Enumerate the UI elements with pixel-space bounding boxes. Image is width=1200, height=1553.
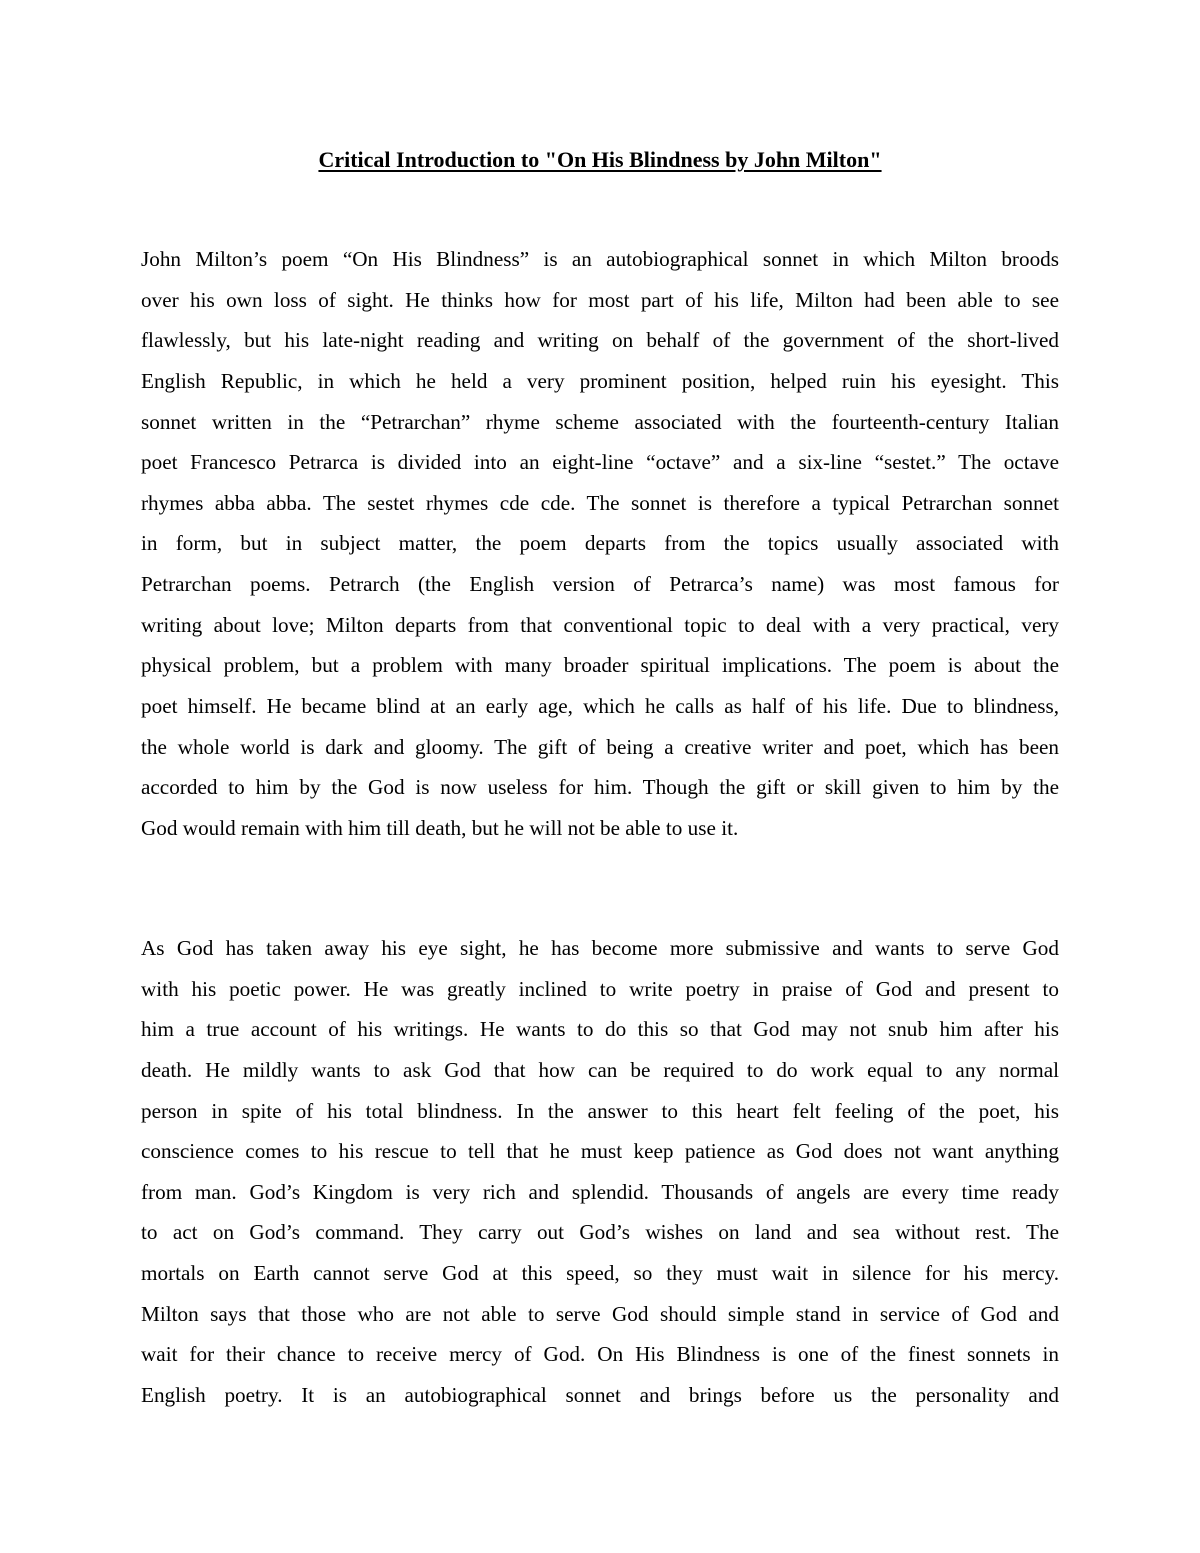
text-line: writing about love; Milton departs from that conventional topic to deal with a very practical, very <box>141 612 1059 637</box>
text-line: As God has taken away his eye sight, he has become more submissive and wants to serve God <box>141 936 1059 960</box>
text-line: flawlessly, but his late-night reading and writing on behalf of the government of the short-lived <box>141 328 1059 353</box>
text-line: God would remain with him till death, but he will not be able to use it. <box>141 815 739 840</box>
text-line: mortals on Earth cannot serve God at this speed, so they must wait in silence for his mercy. <box>141 1261 1059 1286</box>
paragraph-2 <box>141 928 1059 1416</box>
text-line: John Milton’s poem “On His Blindness” is an autobiographical sonnet in which Milton broods <box>141 247 1059 271</box>
text-line: English Republic, in which he held a very prominent position, helped ruin his eyesight. This <box>141 368 1059 393</box>
text-line: him a true account of his writings. He wants to do this so that God may not snub him after his <box>141 1017 1059 1042</box>
text-line: conscience comes to his rescue to tell that he must keep patience as God does not want anything <box>141 1139 1059 1164</box>
text-line: with his poetic power. He was greatly inclined to write poetry in praise of God and present to <box>141 976 1059 1001</box>
text-line: Petrarchan poems. Petrarch (the English version of Petrarca’s name) was most famous for <box>141 572 1059 597</box>
document-title: Critical Introduction to "On His Blindness by John Milton" <box>318 147 882 172</box>
text-line: wait for their chance to receive mercy of God. On His Blindness is one of the finest sonnets in <box>141 1342 1059 1367</box>
text-line: sonnet written in the “Petrarchan” rhyme scheme associated with the fourteenth-century Italian <box>141 409 1059 434</box>
text-line: from man. God’s Kingdom is very rich and splendid. Thousands of angels are every time ready <box>141 1179 1059 1204</box>
text-line: in form, but in subject matter, the poem departs from the topics usually associated with <box>141 531 1059 556</box>
paragraph-1 <box>141 239 1059 849</box>
text-line: death. He mildly wants to ask God that how can be required to do work equal to any normal <box>141 1057 1059 1082</box>
text-line: Milton says that those who are not able to serve God should simple stand in service of God and <box>141 1301 1059 1326</box>
text-line: over his own loss of sight. He thinks how for most part of his life, Milton had been able to see <box>141 287 1059 312</box>
text-line: English poetry. It is an autobiographical sonnet and brings before us the personality and <box>141 1383 1059 1408</box>
text-line: rhymes abba abba. The sestet rhymes cde cde. The sonnet is therefore a typical Petrarchan sonnet <box>141 490 1059 515</box>
text-line: person in spite of his total blindness. In the answer to this heart felt feeling of the poet, his <box>141 1098 1059 1123</box>
text-line: to act on God’s command. They carry out God’s wishes on land and sea without rest. The <box>141 1220 1059 1245</box>
text-line: poet himself. He became blind at an early age, which he calls as half of his life. Due to blindness, <box>141 694 1059 719</box>
text-line: the whole world is dark and gloomy. The gift of being a creative writer and poet, which has been <box>141 734 1059 759</box>
text-line: accorded to him by the God is now useless for him. Though the gift or skill given to him by the <box>141 775 1059 800</box>
text-line: physical problem, but a problem with many broader spiritual implications. The poem is about the <box>141 653 1059 678</box>
text-line: poet Francesco Petrarca is divided into an eight-line “octave” and a six-line “sestet.” The octave <box>141 450 1059 475</box>
